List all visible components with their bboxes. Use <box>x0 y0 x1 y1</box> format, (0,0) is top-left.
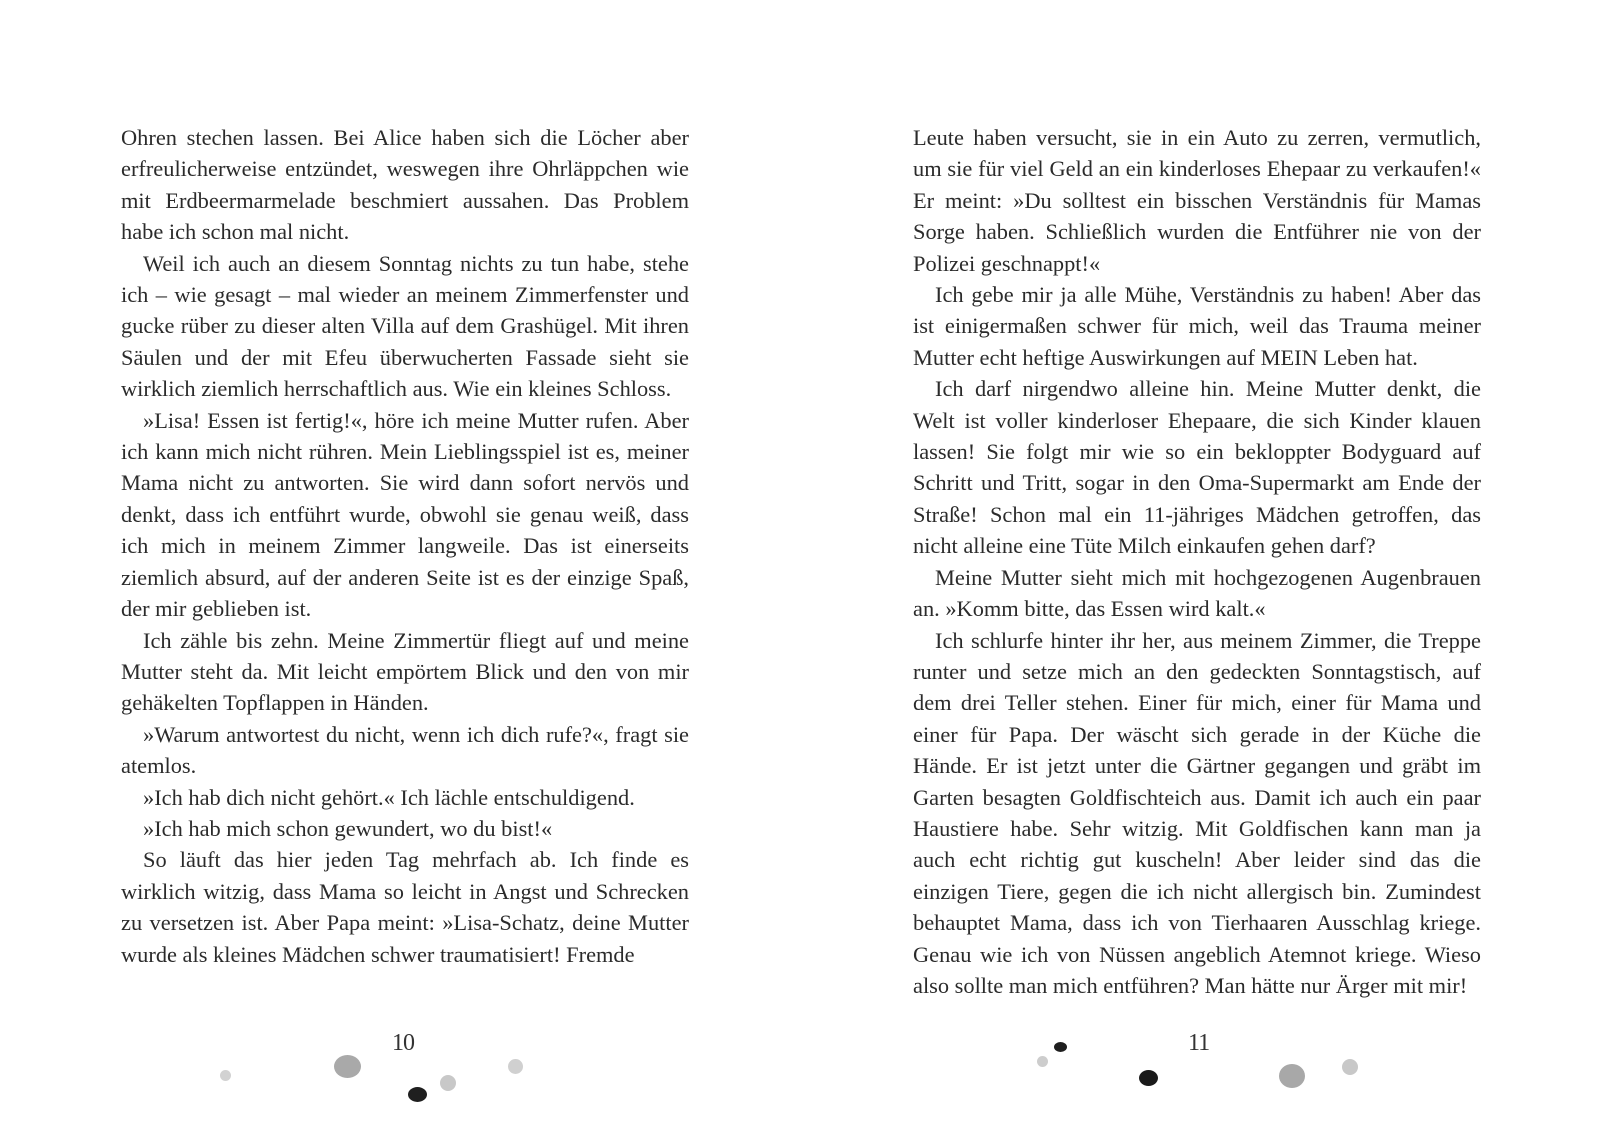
decorative-dot <box>440 1075 456 1091</box>
paragraph: Meine Mutter sieht mich mit hochgezogenen Augenbrauen an. »Komm bitte, das Essen wird kalt.« <box>913 564 1481 622</box>
paragraph: Ich zähle bis zehn. Meine Zimmertür fliegt auf und meine Mutter steht da. Mit leicht empörtem Blick und den von mir gehäkelten Topflappen in Händen. <box>121 627 689 716</box>
decorative-dot <box>1037 1056 1048 1067</box>
paragraph: Weil ich auch an diesem Sonntag nichts zu tun habe, stehe ich – wie gesagt – mal wieder an meinem Zimmerfenster und gucke rüber zu dieser alten Villa auf dem Grashügel. Mit ihren Säulen und der mit Efeu überwucherten Fassade sieht sie wirklich ziemlich herrschaftlich aus. Wie ein kleines Schloss. <box>121 250 689 402</box>
left-page-text <box>121 122 689 970</box>
page-number-left: 10 <box>392 1030 414 1056</box>
page-number-right: 11 <box>1188 1030 1210 1056</box>
decorative-dot <box>334 1055 361 1078</box>
paragraph: »Ich hab dich nicht gehört.« Ich lächle entschuldigend. <box>143 784 635 810</box>
paragraph: Ich gebe mir ja alle Mühe, Verständnis zu haben! Aber das ist einigermaßen schwer für mich, weil das Trauma meiner Mutter echt heftige Auswirkungen auf MEIN Leben hat. <box>913 282 1481 370</box>
right-page-text <box>913 122 1481 1001</box>
paragraph: »Lisa! Essen ist fertig!«, höre ich meine Mutter rufen. Aber ich kann mich nicht rühren. Mein Lieblingsspiel ist es, meiner Mama nicht zu antworten. Sie wird dann sofort nervös und denkt, dass ich entführt wurde, obwohl sie genau weiß, dass ich mich in meinem Zimmer langweile. Das ist einerseits ziemlich absurd, auf der anderen Seite ist es der einzige Spaß, der mir geblieben ist. <box>121 407 689 622</box>
paragraph: Leute haben versucht, sie in ein Auto zu zerren, vermutlich, um sie für viel Geld an ein kinderloses Ehepaar zu verkaufen!« Er meint: »Du solltest ein bisschen Verständnis für Mamas Sorge haben. Schließlich wurden die Entführer nie von der Polizei geschnappt!« <box>913 125 1481 276</box>
decorative-dot <box>508 1059 523 1074</box>
decorative-dot <box>1342 1059 1358 1075</box>
paragraph: Ich schlurfe hinter ihr her, aus meinem Zimmer, die Treppe runter und setze mich an den gedeckten Sonntagstisch, auf dem drei Teller stehen. Einer für mich, einer für Mama und einer für Papa. Der wäscht sich gerade in der Küche die Hände. Er ist jetzt unter die Gärtner gegangen und gräbt im Garten besagten Goldfischteich aus. Damit ich auch ein paar Haustiere habe. Sehr witzig. Mit Goldfischen kann man ja auch echt richtig gut kuscheln! Aber leider sind das die einzigen Tiere, gegen die ich nicht allergisch bin. Zumindest behauptet Mama, dass ich von Tierhaaren Ausschlag kriege. Genau wie ich von Nüssen angeblich Atemnot kriege. Wieso also sollte man mich entführen? Man hätte nur Ärger mit mir! <box>913 627 1481 998</box>
paragraph: Ohren stechen lassen. Bei Alice haben sich die Löcher aber erfreulicherweise entzündet, weswegen ihre Ohrläppchen wie mit Erdbeermarmelade beschmiert aussahen. Das Problem habe ich schon mal nicht. <box>121 125 689 245</box>
paragraph: So läuft das hier jeden Tag mehrfach ab. Ich finde es wirklich witzig, dass Mama so leicht in Angst und Schrecken zu versetzen ist. Aber Papa meint: »Lisa-Schatz, deine Mutter wurde als kleines Mädchen schwer traumatisiert! Fremde <box>121 847 689 967</box>
paragraph: »Warum antwortest du nicht, wenn ich dich rufe?«, fragt sie atemlos. <box>121 721 689 779</box>
decorative-dot <box>220 1070 231 1081</box>
paragraph: Ich darf nirgendwo alleine hin. Meine Mutter denkt, die Welt ist voller kinderloser Ehepaare, die sich Kinder klauen lassen! Sie folgt mir wie so ein bekloppter Bodyguard auf Schritt und Tritt, sogar in den Oma-Supermarkt am Ende der Straße! Schon mal ein 11-jähriges Mädchen getroffen, das nicht alleine eine Tüte Milch einkaufen gehen darf? <box>913 376 1481 559</box>
left-page <box>121 122 689 970</box>
decorative-dot <box>408 1087 427 1102</box>
right-page <box>913 122 1481 1001</box>
decorative-dot <box>1139 1070 1158 1086</box>
paragraph: »Ich hab mich schon gewundert, wo du bist!« <box>143 815 553 841</box>
decorative-dot <box>1054 1042 1067 1052</box>
decorative-dot <box>1279 1064 1305 1088</box>
